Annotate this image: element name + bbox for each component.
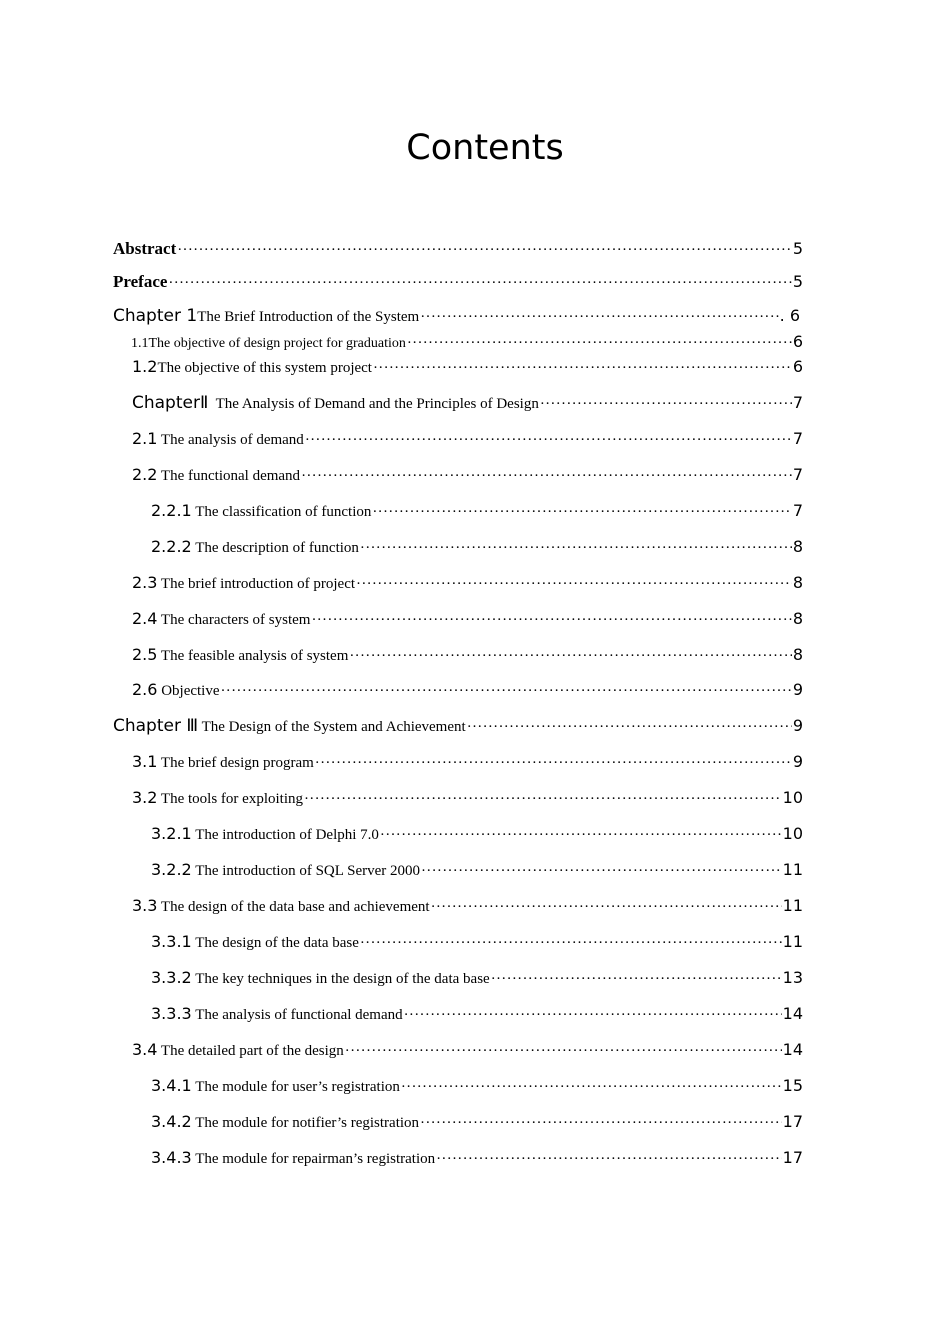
dot-leader <box>177 238 792 261</box>
toc-page-number: 8 <box>792 537 803 556</box>
toc-page-number: 9 <box>792 680 803 699</box>
toc-entry-label: The module for user’s registration <box>191 1079 400 1095</box>
toc-entry-number: 2.5 <box>132 645 158 664</box>
toc-entry-label: The tools for exploiting <box>157 791 303 807</box>
dot-leader <box>305 428 792 451</box>
toc-entry-chapter-2[interactable] <box>132 391 803 415</box>
toc-entry-number: Chapter 1 <box>113 306 198 326</box>
toc-page-number: 11 <box>782 860 803 879</box>
dot-leader <box>168 271 791 294</box>
dot-leader <box>315 751 792 774</box>
dot-leader <box>349 644 791 667</box>
toc-entry-3-3[interactable] <box>132 894 803 918</box>
toc-entry-label: The brief design program <box>157 755 314 771</box>
toc-entry-label: The analysis of demand <box>157 432 304 448</box>
toc-entry-label: Objective <box>157 683 220 699</box>
page-title: Contents <box>406 128 564 168</box>
toc-page-number: 17 <box>782 1112 803 1131</box>
toc-entry-2-1[interactable] <box>132 427 803 451</box>
dot-leader <box>404 1003 782 1026</box>
toc-entry-label: The objective of this system project <box>157 360 372 376</box>
dot-leader <box>360 536 792 559</box>
dot-leader <box>431 895 782 918</box>
toc-entry-chapter-1[interactable] <box>113 304 800 328</box>
toc-entry-3-2-2[interactable] <box>151 858 803 882</box>
toc-page-number: 7 <box>792 429 803 448</box>
toc-page-number: 17 <box>782 1148 803 1167</box>
toc-entry-label: The classification of function <box>191 504 372 520</box>
dot-leader <box>372 500 791 523</box>
toc-entry-3-4[interactable] <box>132 1038 803 1062</box>
dot-leader <box>345 1039 782 1062</box>
toc-entry-number: 3.2.2 <box>151 860 192 879</box>
toc-page-number: 13 <box>782 968 803 987</box>
toc-entry-label: The description of function <box>191 540 359 556</box>
toc-entry-number: 3.3 <box>132 896 158 915</box>
toc-entry-3-4-3[interactable] <box>151 1146 803 1170</box>
toc-entry-chapter-3[interactable] <box>113 714 803 738</box>
toc-entry-2-4[interactable] <box>132 607 803 631</box>
toc-entry-label: The brief introduction of project <box>157 576 356 592</box>
toc-page-number: 9 <box>792 716 803 735</box>
toc-entry-label: The feasible analysis of system <box>157 648 349 664</box>
toc-page-number: 6 <box>792 357 803 376</box>
toc-entry-label: The introduction of SQL Server 2000 <box>191 863 421 879</box>
toc-entry-label: 1.1The objective of design project for graduation <box>131 336 406 351</box>
toc-entry-number: 2.4 <box>132 609 158 628</box>
toc-entry-number: 2.1 <box>132 429 158 448</box>
toc-page-number: 15 <box>782 1076 803 1095</box>
toc-entry-number: 3.3.3 <box>151 1004 192 1023</box>
toc-entry-number: 2.3 <box>132 573 158 592</box>
toc-entry-label: The key techniques in the design of the data base <box>191 971 490 987</box>
dot-leader <box>421 859 782 882</box>
toc-entry-label: The design of the data base <box>191 935 359 951</box>
toc-entry-number: 3.4.1 <box>151 1076 192 1095</box>
toc-entry-2-5[interactable] <box>132 643 803 667</box>
toc-entry-label: The analysis of functional demand <box>191 1007 403 1023</box>
toc-page-number: 11 <box>782 932 803 951</box>
dot-leader <box>436 1147 782 1170</box>
toc-entry-1-1[interactable] <box>131 330 803 354</box>
toc-entry-number: 3.4.2 <box>151 1112 192 1131</box>
toc-entry-label: The functional demand <box>157 468 301 484</box>
dot-leader <box>407 331 792 354</box>
toc-entry-number: 3.3.2 <box>151 968 192 987</box>
dot-leader <box>420 305 778 328</box>
toc-entry-abstract[interactable] <box>113 237 803 261</box>
toc-entry-label: The module for repairman’s registration <box>191 1151 436 1167</box>
dot-leader <box>301 464 792 487</box>
toc-entry-number: 3.1 <box>132 752 158 771</box>
toc-entry-2-2-1[interactable] <box>151 499 803 523</box>
toc-page-number: 5 <box>792 239 803 258</box>
toc-page-number: 8 <box>792 609 803 628</box>
dot-leader <box>401 1075 782 1098</box>
toc-entry-label: Preface <box>113 272 168 291</box>
toc-page-number: 14 <box>782 1040 803 1059</box>
toc-page-number: 10 <box>782 788 803 807</box>
dot-leader <box>356 572 792 595</box>
toc-page-number: 7 <box>792 465 803 484</box>
toc-entry-number: 2.2 <box>132 465 158 484</box>
toc-entry-2-3[interactable] <box>132 571 803 595</box>
toc-page-number: . 6 <box>779 306 800 325</box>
toc-entry-label: The module for notifier’s registration <box>191 1115 420 1131</box>
toc-entry-2-6[interactable] <box>132 678 803 702</box>
toc-page-number: 8 <box>792 573 803 592</box>
toc-entry-label: The introduction of Delphi 7.0 <box>191 827 379 843</box>
toc-entry-3-3-3[interactable] <box>151 1002 803 1026</box>
toc-entry-number: 3.4 <box>132 1040 158 1059</box>
dot-leader <box>420 1111 782 1134</box>
toc-entry-3-2[interactable] <box>132 786 803 810</box>
toc-entry-number: Chapter Ⅲ <box>113 716 199 736</box>
dot-leader <box>373 356 792 379</box>
toc-entry-2-2-2[interactable] <box>151 535 803 559</box>
toc-entry-3-4-2[interactable] <box>151 1110 803 1134</box>
toc-entry-number: 1.2 <box>132 357 158 376</box>
toc-entry-label: The Design of the System and Achievement <box>198 719 466 735</box>
dot-leader <box>491 967 782 990</box>
toc-entry-3-3-2[interactable] <box>151 966 803 990</box>
toc-page-number: 8 <box>792 645 803 664</box>
toc-entry-3-1[interactable] <box>132 750 803 774</box>
toc-page-number: 7 <box>792 393 803 412</box>
dot-leader <box>380 823 782 846</box>
toc-entry-number: 3.3.1 <box>151 932 192 951</box>
toc-page-number: 11 <box>782 896 803 915</box>
dot-leader <box>304 787 782 810</box>
toc-entry-number: 2.2.1 <box>151 501 192 520</box>
dot-leader <box>221 679 792 702</box>
toc-page-number: 5 <box>792 272 803 291</box>
toc-entry-3-4-1[interactable] <box>151 1074 803 1098</box>
toc-entry-number: 3.2 <box>132 788 158 807</box>
toc-entry-number: 3.2.1 <box>151 824 192 843</box>
dot-leader <box>360 931 782 954</box>
dot-leader <box>311 608 791 631</box>
dot-leader <box>467 715 792 738</box>
toc-entry-2-2[interactable] <box>132 463 803 487</box>
toc-entry-label: The Analysis of Demand and the Principles of Design <box>208 396 539 412</box>
toc-page-number: 14 <box>782 1004 803 1023</box>
toc-entry-label: The characters of system <box>157 612 311 628</box>
toc-entry-label: The design of the data base and achievement <box>157 899 430 915</box>
dot-leader <box>540 392 792 415</box>
toc-entry-3-3-1[interactable] <box>151 930 803 954</box>
toc-entry-1-2[interactable] <box>132 355 803 379</box>
toc-entry-number: ChapterⅡ <box>132 393 209 413</box>
toc-page-number: 9 <box>792 752 803 771</box>
toc-page-number: 7 <box>792 501 803 520</box>
toc-entry-label: The detailed part of the design <box>157 1043 344 1059</box>
toc-entry-preface[interactable] <box>113 270 803 294</box>
toc-entry-label: Abstract <box>113 239 177 258</box>
toc-page-number: 10 <box>782 824 803 843</box>
toc-entry-number: 3.4.3 <box>151 1148 192 1167</box>
toc-entry-number: 2.6 <box>132 680 158 699</box>
toc-entry-label: The Brief Introduction of the System <box>197 309 420 325</box>
toc-entry-3-2-1[interactable] <box>151 822 803 846</box>
toc-entry-number: 2.2.2 <box>151 537 192 556</box>
toc-page-number: 6 <box>792 332 803 351</box>
